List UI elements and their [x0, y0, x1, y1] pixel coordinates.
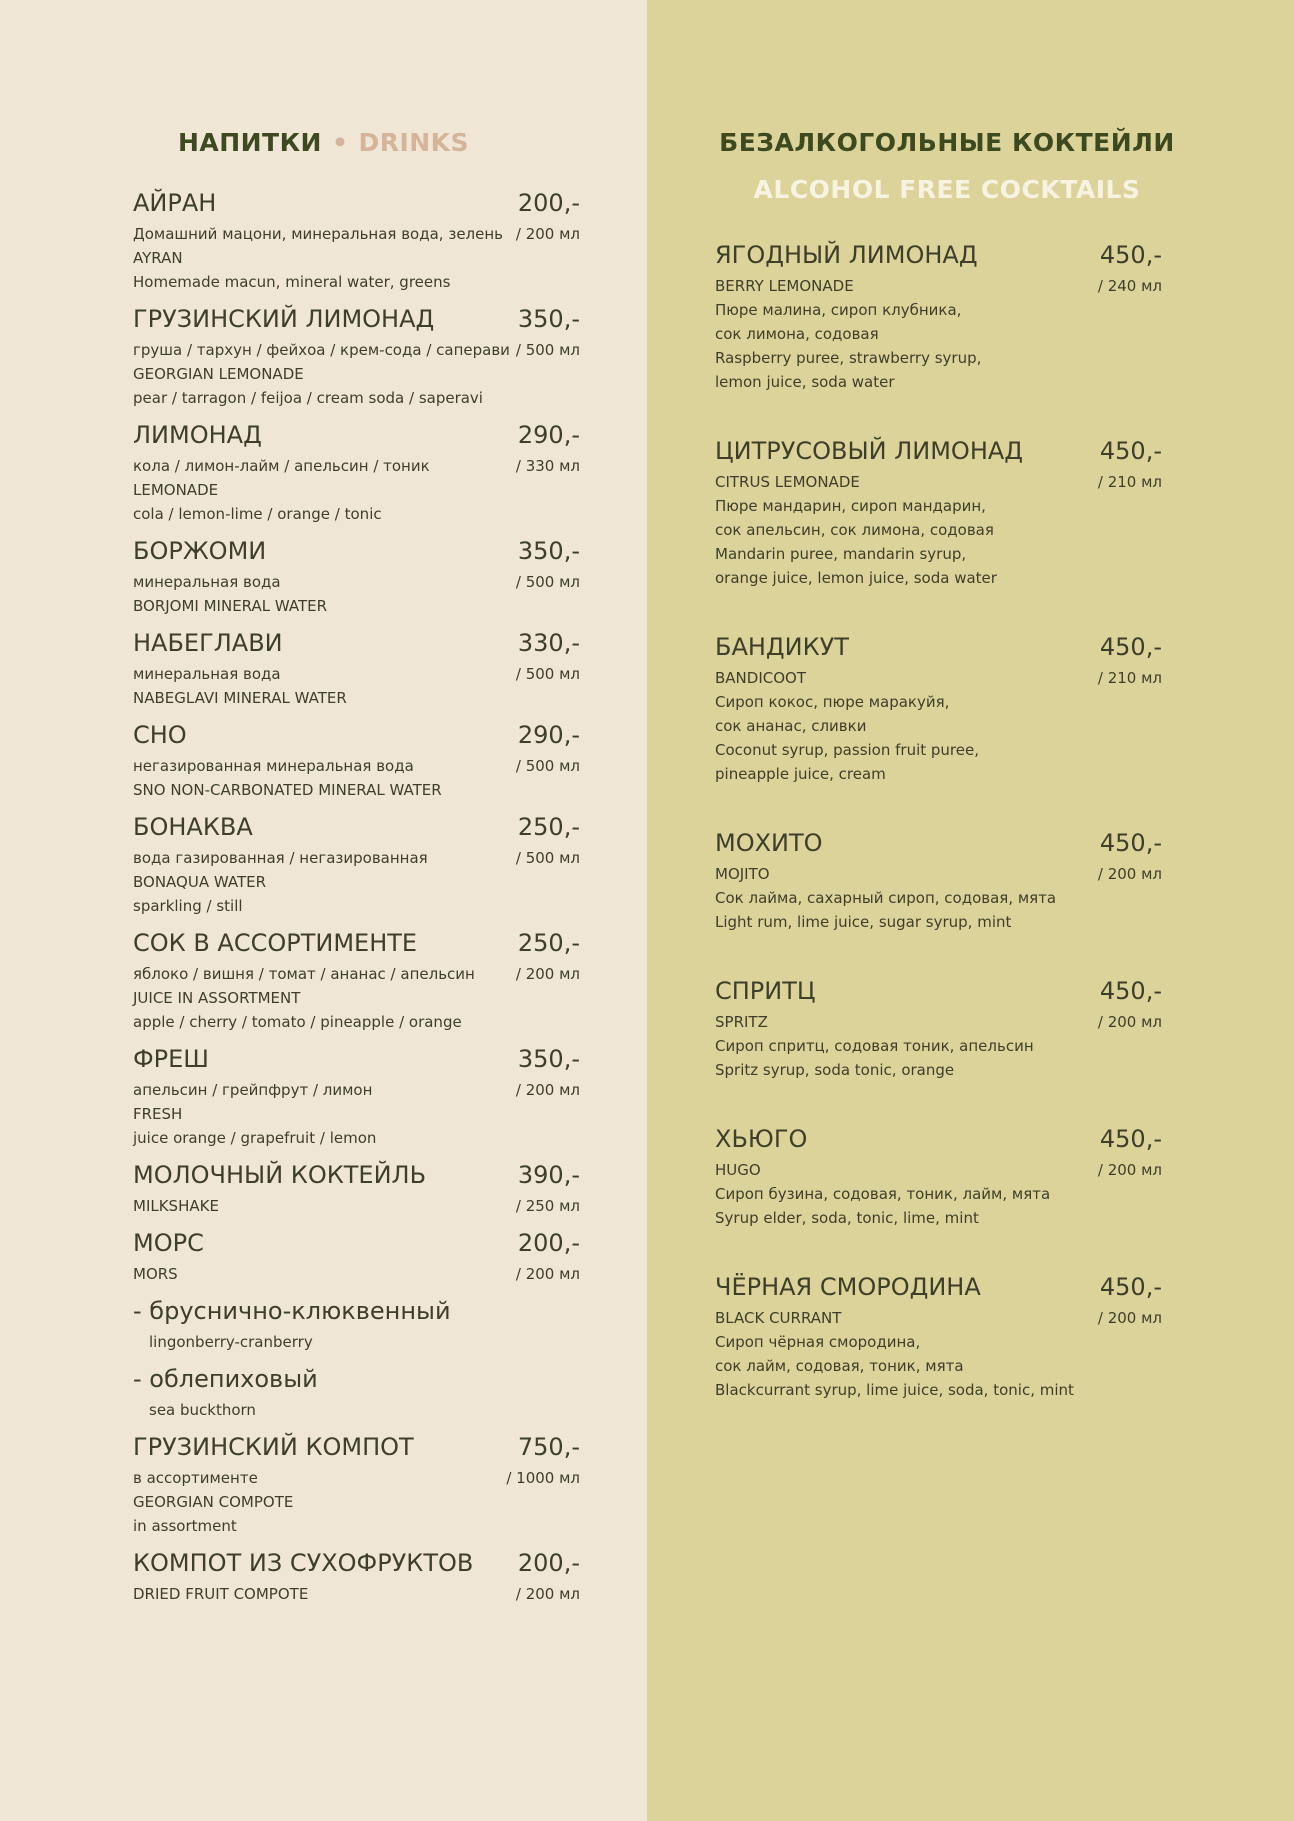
menu-item-volume: / 200 мл — [1097, 1013, 1162, 1031]
menu-item-header — [715, 1120, 1162, 1158]
menu-item-header — [133, 532, 580, 570]
menu-item-description: SNO NON-CARBONATED MINERAL WATER — [133, 781, 442, 799]
menu-item-price: 250,- — [517, 929, 580, 957]
menu-item-price: 330,- — [517, 629, 580, 657]
menu-item-price: 450,- — [1099, 1125, 1162, 1153]
menu-item-description: сок лимона, содовая — [715, 325, 879, 343]
menu-item — [133, 716, 580, 802]
menu-item-name: НАБЕГЛАВИ — [133, 629, 283, 657]
menu-item-description: FRESH — [133, 1105, 183, 1123]
menu-item — [133, 1224, 580, 1286]
menu-item — [715, 236, 1162, 394]
menu-item-name: АЙРАН — [133, 189, 217, 217]
menu-item-name: ЦИТРУСОВЫЙ ЛИМОНАД — [715, 437, 1024, 465]
menu-item-header — [133, 1360, 580, 1398]
menu-item-description: MORS — [133, 1265, 178, 1283]
menu-item — [133, 624, 580, 710]
menu-item-price: 290,- — [517, 721, 580, 749]
menu-item-price: 450,- — [1099, 241, 1162, 269]
menu-item-header — [133, 716, 580, 754]
menu-item-volume: / 200 мл — [515, 965, 580, 983]
menu-item-description: NABEGLAVI MINERAL WATER — [133, 689, 347, 707]
menu-item-description: Сироп кокос, пюре маракуйя, — [715, 693, 950, 711]
menu-item-description: cola / lemon-lime / orange / tonic — [133, 505, 382, 523]
menu-item-name: ХЬЮГО — [715, 1125, 808, 1153]
menu-item-description: апельсин / грейпфрут / лимон — [133, 1081, 373, 1099]
menu-item-name: МОРС — [133, 1229, 204, 1257]
menu-item-price: 450,- — [1099, 977, 1162, 1005]
menu-item-price: 390,- — [517, 1161, 580, 1189]
menu-item-price: 750,- — [517, 1433, 580, 1461]
menu-item-name: БАНДИКУТ — [715, 633, 849, 661]
menu-item-description: sea buckthorn — [149, 1401, 256, 1419]
menu-item-description: Coconut syrup, passion fruit puree, — [715, 741, 979, 759]
menu-item-description: sparkling / still — [133, 897, 243, 915]
menu-item — [133, 1292, 580, 1354]
menu-item-description: в ассортименте — [133, 1469, 258, 1487]
menu-item-name: МОХИТО — [715, 829, 823, 857]
menu-item-volume: / 200 мл — [515, 1585, 580, 1603]
cocktails-title-en: ALCOHOL FREE COCKTAILS — [753, 175, 1141, 204]
menu-item-volume: / 250 мл — [515, 1197, 580, 1215]
menu-item-volume: / 200 мл — [1097, 1309, 1162, 1327]
menu-item-volume: / 1000 мл — [506, 1469, 580, 1487]
menu-item-price: 200,- — [517, 1549, 580, 1577]
menu-item-price: 200,- — [517, 189, 580, 217]
menu-item-header — [133, 924, 580, 962]
menu-item-name: БОРЖОМИ — [133, 537, 267, 565]
menu-item-description: HUGO — [715, 1161, 761, 1179]
menu-item-price: 450,- — [1099, 829, 1162, 857]
menu-item-header — [133, 416, 580, 454]
menu-item — [715, 824, 1162, 934]
menu-item-description: lingonberry-cranberry — [149, 1333, 313, 1351]
menu-item-description: Blackcurrant syrup, lime juice, soda, tonic, mint — [715, 1381, 1074, 1399]
menu-item-description: яблоко / вишня / томат / ананас / апельсин — [133, 965, 475, 983]
menu-item — [133, 808, 580, 918]
menu-item-name: МОЛОЧНЫЙ КОКТЕЙЛЬ — [133, 1161, 427, 1189]
menu-item-description: груша / тархун / фейхоа / крем-сода / саперави — [133, 341, 510, 359]
menu-item-price: 350,- — [517, 1045, 580, 1073]
menu-item-description: Raspberry puree, strawberry syrup, — [715, 349, 982, 367]
menu-item-description: CITRUS LEMONADE — [715, 473, 860, 491]
menu-item-description: Пюре мандарин, сироп мандарин, — [715, 497, 986, 515]
menu-item — [715, 972, 1162, 1082]
menu-item — [715, 432, 1162, 590]
menu-item-header — [133, 1428, 580, 1466]
menu-item-header — [133, 184, 580, 222]
menu-item-description: Сироп бузина, содовая, тоник, лайм, мята — [715, 1185, 1051, 1203]
menu-item — [133, 532, 580, 618]
menu-item-description: сок апельсин, сок лимона, содовая — [715, 521, 994, 539]
menu-item-price: 350,- — [517, 305, 580, 333]
menu-item-description: Сироп чёрная смородина, — [715, 1333, 921, 1351]
menu-item-volume: / 210 мл — [1097, 473, 1162, 491]
menu-item-header — [133, 808, 580, 846]
menu-item-volume: / 500 мл — [515, 757, 580, 775]
menu-item-volume: / 330 мл — [515, 457, 580, 475]
menu-item-header — [715, 824, 1162, 862]
menu-item — [133, 1156, 580, 1218]
menu-item-description: lemon juice, soda water — [715, 373, 895, 391]
menu-item-name: - облепиховый — [133, 1365, 318, 1393]
menu-item-name: БОНАКВА — [133, 813, 253, 841]
menu-item-description: DRIED FRUIT COMPOTE — [133, 1585, 309, 1603]
menu-item-description: GEORGIAN COMPOTE — [133, 1493, 294, 1511]
menu-item-header — [133, 1040, 580, 1078]
menu-item-volume: / 200 мл — [515, 225, 580, 243]
drinks-title-en: DRINKS — [358, 128, 470, 157]
menu-item-volume: / 200 мл — [1097, 865, 1162, 883]
menu-item-description: Light rum, lime juice, sugar syrup, mint — [715, 913, 1012, 931]
menu-item-volume: / 210 мл — [1097, 669, 1162, 687]
drinks-title-ru: НАПИТКИ — [177, 128, 322, 157]
menu-item-name: ГРУЗИНСКИЙ КОМПОТ — [133, 1433, 414, 1461]
menu-item-description: сок ананас, сливки — [715, 717, 867, 735]
menu-item-description: LEMONADE — [133, 481, 219, 499]
menu-item-volume: / 240 мл — [1097, 277, 1162, 295]
menu-item-description: минеральная вода — [133, 665, 281, 683]
menu-item-description: Syrup elder, soda, tonic, lime, mint — [715, 1209, 979, 1227]
menu-item-price: 290,- — [517, 421, 580, 449]
menu-item-description: Домашний мацони, минеральная вода, зелень — [133, 225, 504, 243]
menu-item-header — [133, 1224, 580, 1262]
cocktails-title-ru: БЕЗАЛКОГОЛЬНЫЕ КОКТЕЙЛИ — [719, 128, 1175, 157]
menu-item-description: orange juice, lemon juice, soda water — [715, 569, 997, 587]
menu-item-header — [133, 300, 580, 338]
menu-item-description: негазированная минеральная вода — [133, 757, 414, 775]
menu-item-description: juice orange / grapefruit / lemon — [133, 1129, 377, 1147]
menu-item-header — [715, 1268, 1162, 1306]
menu-item — [715, 1120, 1162, 1230]
title-separator-dot: • — [331, 128, 349, 157]
menu-item-name: СНО — [133, 721, 187, 749]
menu-item-description: apple / cherry / tomato / pineapple / orange — [133, 1013, 462, 1031]
menu-item-description: BLACK CURRANT — [715, 1309, 842, 1327]
menu-item-description: Пюре малина, сироп клубника, — [715, 301, 962, 319]
menu-item-description: JUICE IN ASSORTMENT — [133, 989, 301, 1007]
menu-item-description: Mandarin puree, mandarin syrup, — [715, 545, 967, 563]
menu-item — [133, 1428, 580, 1538]
menu-item-price: 350,- — [517, 537, 580, 565]
menu-item-volume: / 200 мл — [515, 1265, 580, 1283]
menu-item-header — [133, 1292, 580, 1330]
menu-item-description: GEORGIAN LEMONADE — [133, 365, 304, 383]
menu-item-header — [133, 1156, 580, 1194]
menu-item-volume: / 500 мл — [515, 849, 580, 867]
menu-item-description: Spritz syrup, soda tonic, orange — [715, 1061, 955, 1079]
menu-item-description: Homemade macun, mineral water, greens — [133, 273, 451, 291]
menu-item-description: in assortment — [133, 1517, 237, 1535]
menu-item — [133, 1544, 580, 1606]
menu-item — [133, 184, 580, 294]
cocktails-list — [715, 236, 1162, 1440]
menu-item-description: BANDICOOT — [715, 669, 806, 687]
menu-item-price: 200,- — [517, 1229, 580, 1257]
menu-item-name: СПРИТЦ — [715, 977, 816, 1005]
menu-item-name: КОМПОТ ИЗ СУХОФРУКТОВ — [133, 1549, 474, 1577]
menu-item-name: - бруснично-клюквенный — [133, 1297, 451, 1325]
drinks-list — [133, 184, 580, 1612]
menu-item-description: сок лайм, содовая, тоник, мята — [715, 1357, 964, 1375]
menu-item-description: BORJOMI MINERAL WATER — [133, 597, 328, 615]
menu-item-description: минеральная вода — [133, 573, 281, 591]
menu-item-description: Сок лайма, сахарный сироп, содовая, мята — [715, 889, 1057, 907]
menu-item-price: 450,- — [1099, 437, 1162, 465]
menu-item-volume: / 200 мл — [1097, 1161, 1162, 1179]
menu-item-price: 250,- — [517, 813, 580, 841]
menu-item-header — [715, 628, 1162, 666]
menu-item-name: СОК В АССОРТИМЕНТЕ — [133, 929, 418, 957]
menu-item-header — [715, 236, 1162, 274]
menu-item — [715, 1268, 1162, 1402]
menu-item-volume: / 200 мл — [515, 1081, 580, 1099]
menu-item — [133, 1360, 580, 1422]
menu-item-volume: / 500 мл — [515, 573, 580, 591]
menu-item-volume: / 500 мл — [515, 665, 580, 683]
menu-item-price: 450,- — [1099, 1273, 1162, 1301]
menu-item-name: ЛИМОНАД — [133, 421, 262, 449]
menu-item — [715, 628, 1162, 786]
menu-item-description: SPRITZ — [715, 1013, 768, 1031]
menu-item-description: BERRY LEMONADE — [715, 277, 854, 295]
menu-item-name: ГРУЗИНСКИЙ ЛИМОНАД — [133, 305, 435, 333]
menu-item-name: ЧЁРНАЯ СМОРОДИНА — [715, 1273, 981, 1301]
menu-item-price: 450,- — [1099, 633, 1162, 661]
menu-item-header — [715, 432, 1162, 470]
menu-item-description: MILKSHAKE — [133, 1197, 219, 1215]
menu-item-description: MOJITO — [715, 865, 770, 883]
menu-item-name: ФРЕШ — [133, 1045, 209, 1073]
menu-item — [133, 300, 580, 410]
menu-item-description: вода газированная / негазированная — [133, 849, 428, 867]
menu-item-volume: / 500 мл — [515, 341, 580, 359]
menu-item-description: AYRAN — [133, 249, 183, 267]
menu-item-name: ЯГОДНЫЙ ЛИМОНАД — [715, 241, 978, 269]
menu-item-header — [133, 624, 580, 662]
menu-item-description: pear / tarragon / feijoa / cream soda / saperavi — [133, 389, 483, 407]
drinks-heading — [0, 128, 647, 157]
menu-item — [133, 924, 580, 1034]
menu-item-description: Сироп спритц, содовая тоник, апельсин — [715, 1037, 1034, 1055]
menu-item-header — [715, 972, 1162, 1010]
menu-item — [133, 416, 580, 526]
menu-item-header — [133, 1544, 580, 1582]
menu-item — [133, 1040, 580, 1150]
menu-item-description: BONAQUA WATER — [133, 873, 267, 891]
menu-item-description: pineapple juice, cream — [715, 765, 886, 783]
menu-item-description: кола / лимон-лайм / апельсин / тоник — [133, 457, 430, 475]
